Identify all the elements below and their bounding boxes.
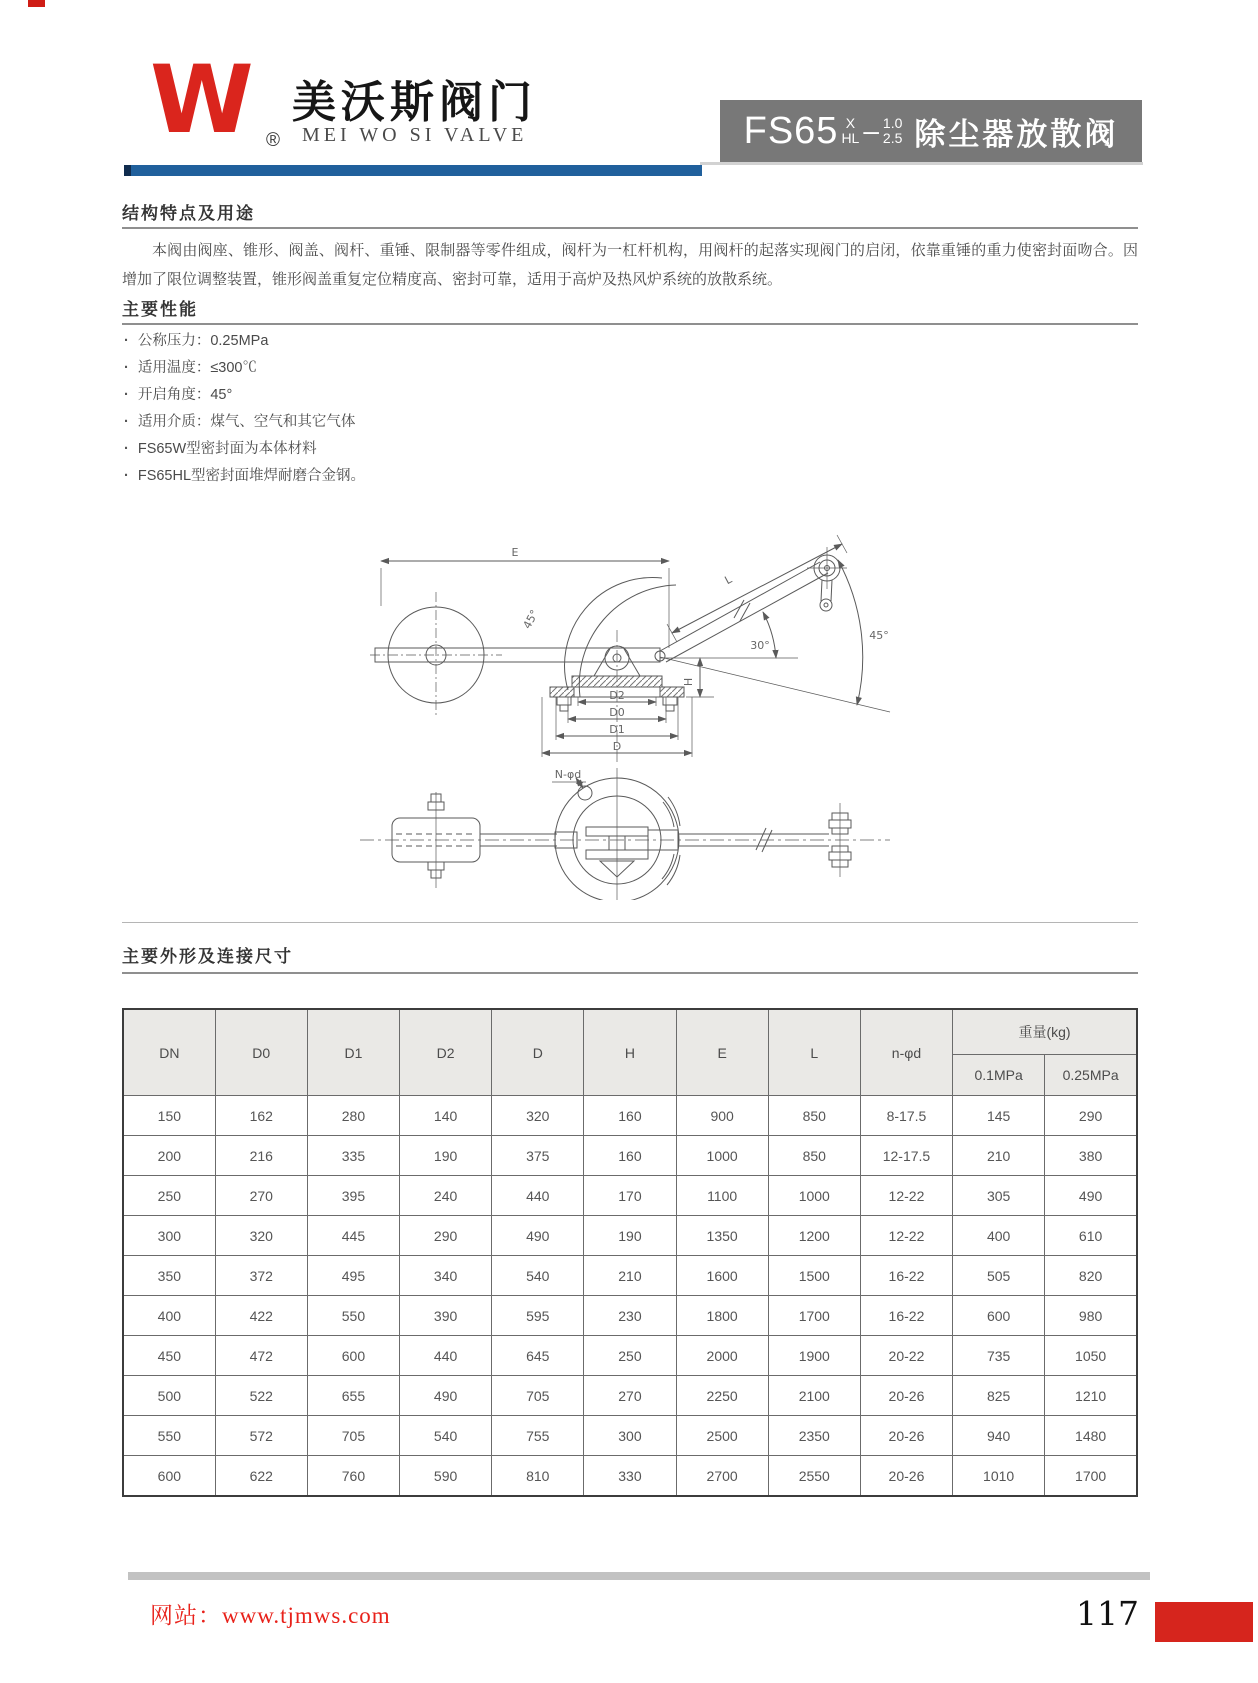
angle-label-slot-45: 45° xyxy=(520,607,542,632)
angle-label-sweep-45: 45° xyxy=(869,629,889,642)
table-cell: 216 xyxy=(215,1136,307,1176)
table-cell: 12-17.5 xyxy=(860,1136,952,1176)
table-cell: 20-26 xyxy=(860,1456,952,1497)
technical-drawing xyxy=(330,500,910,900)
table-cell: 595 xyxy=(492,1296,584,1336)
banner-shadow xyxy=(700,162,1143,165)
table-cell: 1500 xyxy=(768,1256,860,1296)
bolt-circle-label: N-φd xyxy=(554,768,582,781)
table-cell: 400 xyxy=(953,1216,1045,1256)
footer-red-block xyxy=(1155,1602,1253,1642)
dimension-table xyxy=(122,1008,1138,1497)
table-row xyxy=(123,1456,1137,1497)
table-cell: 1480 xyxy=(1045,1416,1137,1456)
table-row xyxy=(123,1336,1137,1376)
table-cell: 16-22 xyxy=(860,1256,952,1296)
table-cell: 590 xyxy=(400,1456,492,1497)
table-cell: 400 xyxy=(123,1296,215,1336)
column-header: D1 xyxy=(307,1009,399,1096)
table-cell: 320 xyxy=(492,1096,584,1136)
column-header: H xyxy=(584,1009,676,1096)
list-item: · 公称压力：0.25MPa xyxy=(124,328,365,355)
table-row xyxy=(123,1136,1137,1176)
dim-label-d1: D1 xyxy=(609,723,625,736)
table-cell: 522 xyxy=(215,1376,307,1416)
list-item: · 适用介质：煤气、空气和其它气体 xyxy=(124,409,365,436)
table-cell: 160 xyxy=(584,1136,676,1176)
page-number: 117 xyxy=(1076,1594,1139,1633)
table-cell: 1000 xyxy=(676,1136,768,1176)
table-cell: 1200 xyxy=(768,1216,860,1256)
corner-mark xyxy=(28,0,45,7)
weight-column-header: 0.25MPa xyxy=(1045,1055,1137,1096)
performance-list xyxy=(124,328,365,490)
table-cell: 505 xyxy=(953,1256,1045,1296)
table-cell: 850 xyxy=(768,1136,860,1176)
table-cell: 1700 xyxy=(1045,1456,1137,1497)
table-cell: 20-22 xyxy=(860,1336,952,1376)
table-cell: 190 xyxy=(400,1136,492,1176)
features-section-title: 结构特点及用途 xyxy=(122,204,255,223)
column-header: D2 xyxy=(400,1009,492,1096)
table-cell: 820 xyxy=(1045,1256,1137,1296)
table-cell: 645 xyxy=(492,1336,584,1376)
table-cell: 2250 xyxy=(676,1376,768,1416)
table-cell: 390 xyxy=(400,1296,492,1336)
table-cell: 210 xyxy=(953,1136,1045,1176)
footer-divider-bar xyxy=(128,1572,1150,1580)
table-cell: 755 xyxy=(492,1416,584,1456)
model-type-stack xyxy=(841,116,859,146)
dim-label-d: D xyxy=(612,740,622,753)
dimensions-section-title: 主要外形及连接尺寸 xyxy=(122,947,293,966)
table-cell: 1010 xyxy=(953,1456,1045,1497)
model-code: FS65 xyxy=(743,109,839,152)
table-cell: 190 xyxy=(584,1216,676,1256)
brand-name-english: MEI WO SI VALVE xyxy=(302,124,528,146)
table-cell: 610 xyxy=(1045,1216,1137,1256)
table-cell: 395 xyxy=(307,1176,399,1216)
table-cell: 230 xyxy=(584,1296,676,1336)
table-cell: 2000 xyxy=(676,1336,768,1376)
website-url: www.tjmws.com xyxy=(222,1603,391,1628)
list-item: · 适用温度：≤300℃ xyxy=(124,355,365,382)
table-row xyxy=(123,1416,1137,1456)
pressure-stack xyxy=(883,116,902,146)
column-header: L xyxy=(768,1009,860,1096)
table-row xyxy=(123,1216,1137,1256)
table-cell: 240 xyxy=(400,1176,492,1216)
model-type-bottom: HL xyxy=(841,130,860,146)
pressure-bottom: 2.5 xyxy=(882,130,903,146)
brand-name-chinese: 美沃斯阀门 xyxy=(292,77,537,128)
table-cell: 600 xyxy=(307,1336,399,1376)
weight-group-header: 重量(kg) xyxy=(953,1009,1137,1055)
header-divider-bar xyxy=(124,165,702,176)
table-cell: 380 xyxy=(1045,1136,1137,1176)
performance-section-title: 主要性能 xyxy=(122,300,198,319)
table-cell: 1210 xyxy=(1045,1376,1137,1416)
dimension-table-header xyxy=(123,1009,1137,1096)
table-cell: 1100 xyxy=(676,1176,768,1216)
product-name: 除尘器放散阀 xyxy=(914,116,1119,152)
table-cell: 735 xyxy=(953,1336,1045,1376)
product-title-banner xyxy=(720,100,1142,162)
table-cell: 825 xyxy=(953,1376,1045,1416)
table-cell: 450 xyxy=(123,1336,215,1376)
table-cell: 12-22 xyxy=(860,1216,952,1256)
section-rule xyxy=(122,922,1138,923)
table-row xyxy=(123,1256,1137,1296)
dim-label-e: E xyxy=(511,546,519,559)
table-cell: 2100 xyxy=(768,1376,860,1416)
column-header: E xyxy=(676,1009,768,1096)
brand-logo-icon: W xyxy=(150,46,248,155)
table-row xyxy=(123,1176,1137,1216)
table-cell: 490 xyxy=(400,1376,492,1416)
table-cell: 550 xyxy=(307,1296,399,1336)
table-cell: 270 xyxy=(215,1176,307,1216)
dim-label-d0: D0 xyxy=(609,706,625,719)
table-cell: 600 xyxy=(123,1456,215,1497)
table-row xyxy=(123,1096,1137,1136)
website-link[interactable] xyxy=(150,1597,391,1630)
website-label: 网站： xyxy=(150,1603,222,1628)
table-cell: 495 xyxy=(307,1256,399,1296)
table-cell: 350 xyxy=(123,1256,215,1296)
section-rule xyxy=(122,323,1138,325)
table-cell: 490 xyxy=(492,1216,584,1256)
table-cell: 210 xyxy=(584,1256,676,1296)
table-cell: 16-22 xyxy=(860,1296,952,1336)
section-rule xyxy=(122,972,1138,974)
table-cell: 1050 xyxy=(1045,1336,1137,1376)
table-cell: 2350 xyxy=(768,1416,860,1456)
section-rule xyxy=(122,227,1138,229)
dim-label-h: H xyxy=(682,677,695,687)
table-cell: 372 xyxy=(215,1256,307,1296)
table-cell: 940 xyxy=(953,1416,1045,1456)
table-cell: 760 xyxy=(307,1456,399,1497)
table-cell: 145 xyxy=(953,1096,1045,1136)
table-cell: 250 xyxy=(584,1336,676,1376)
table-cell: 1350 xyxy=(676,1216,768,1256)
table-cell: 980 xyxy=(1045,1296,1137,1336)
table-cell: 900 xyxy=(676,1096,768,1136)
table-cell: 2700 xyxy=(676,1456,768,1497)
table-cell: 655 xyxy=(307,1376,399,1416)
table-cell: 335 xyxy=(307,1136,399,1176)
table-cell: 1900 xyxy=(768,1336,860,1376)
table-cell: 705 xyxy=(307,1416,399,1456)
column-header: n-φd xyxy=(860,1009,952,1096)
table-cell: 305 xyxy=(953,1176,1045,1216)
table-cell: 540 xyxy=(492,1256,584,1296)
list-item: · FS65HL型密封面堆焊耐磨合金钢。 xyxy=(124,463,365,490)
table-row xyxy=(123,1376,1137,1416)
table-cell: 705 xyxy=(492,1376,584,1416)
table-cell: 8-17.5 xyxy=(860,1096,952,1136)
table-cell: 440 xyxy=(492,1176,584,1216)
dim-label-d2: D2 xyxy=(609,689,625,702)
list-item: · 开启角度：45° xyxy=(124,382,365,409)
table-cell: 2550 xyxy=(768,1456,860,1497)
column-header: DN xyxy=(123,1009,215,1096)
table-cell: 540 xyxy=(400,1416,492,1456)
dimension-table-body xyxy=(123,1096,1137,1497)
side-view xyxy=(370,535,890,762)
table-cell: 622 xyxy=(215,1456,307,1497)
table-cell: 270 xyxy=(584,1376,676,1416)
table-cell: 12-22 xyxy=(860,1176,952,1216)
model-dash: – xyxy=(863,115,879,146)
table-cell: 290 xyxy=(400,1216,492,1256)
features-paragraph: 本阀由阀座、锥形、阀盖、阀杆、重锤、限制器等零件组成，阀杆为一杠杆机构，用阀杆的起落实现阀门的启闭，依靠重锤的重力使密封面吻合。因增加了限位调整装置，锥形阀盖重复定位精度高、密封可靠，适用于高炉及热风炉系统的放散系统。 xyxy=(122,242,1138,288)
table-cell: 250 xyxy=(123,1176,215,1216)
table-cell: 472 xyxy=(215,1336,307,1376)
weight-column-header: 0.1MPa xyxy=(953,1055,1045,1096)
table-cell: 300 xyxy=(123,1216,215,1256)
table-cell: 375 xyxy=(492,1136,584,1176)
table-cell: 162 xyxy=(215,1096,307,1136)
dim-label-l: L xyxy=(722,572,735,588)
column-header: D0 xyxy=(215,1009,307,1096)
table-cell: 550 xyxy=(123,1416,215,1456)
table-cell: 320 xyxy=(215,1216,307,1256)
table-cell: 160 xyxy=(584,1096,676,1136)
angle-label-30: 30° xyxy=(750,639,770,652)
table-cell: 1600 xyxy=(676,1256,768,1296)
table-cell: 572 xyxy=(215,1416,307,1456)
table-cell: 1700 xyxy=(768,1296,860,1336)
table-cell: 1000 xyxy=(768,1176,860,1216)
registered-trademark-icon: ® xyxy=(266,130,280,151)
table-cell: 20-26 xyxy=(860,1376,952,1416)
table-cell: 422 xyxy=(215,1296,307,1336)
table-cell: 170 xyxy=(584,1176,676,1216)
plan-view xyxy=(360,768,890,900)
table-cell: 2500 xyxy=(676,1416,768,1456)
table-cell: 290 xyxy=(1045,1096,1137,1136)
model-type-top: X xyxy=(845,115,856,131)
table-cell: 300 xyxy=(584,1416,676,1456)
table-cell: 330 xyxy=(584,1456,676,1497)
table-cell: 20-26 xyxy=(860,1416,952,1456)
table-cell: 810 xyxy=(492,1456,584,1497)
table-row xyxy=(123,1296,1137,1336)
table-cell: 850 xyxy=(768,1096,860,1136)
table-cell: 600 xyxy=(953,1296,1045,1336)
pressure-top: 1.0 xyxy=(882,115,903,131)
column-header: D xyxy=(492,1009,584,1096)
table-cell: 140 xyxy=(400,1096,492,1136)
table-cell: 440 xyxy=(400,1336,492,1376)
table-cell: 490 xyxy=(1045,1176,1137,1216)
table-cell: 1800 xyxy=(676,1296,768,1336)
list-item: · FS65W型密封面为本体材料 xyxy=(124,436,365,463)
table-cell: 445 xyxy=(307,1216,399,1256)
table-cell: 200 xyxy=(123,1136,215,1176)
table-cell: 500 xyxy=(123,1376,215,1416)
table-cell: 150 xyxy=(123,1096,215,1136)
table-cell: 340 xyxy=(400,1256,492,1296)
table-cell: 280 xyxy=(307,1096,399,1136)
